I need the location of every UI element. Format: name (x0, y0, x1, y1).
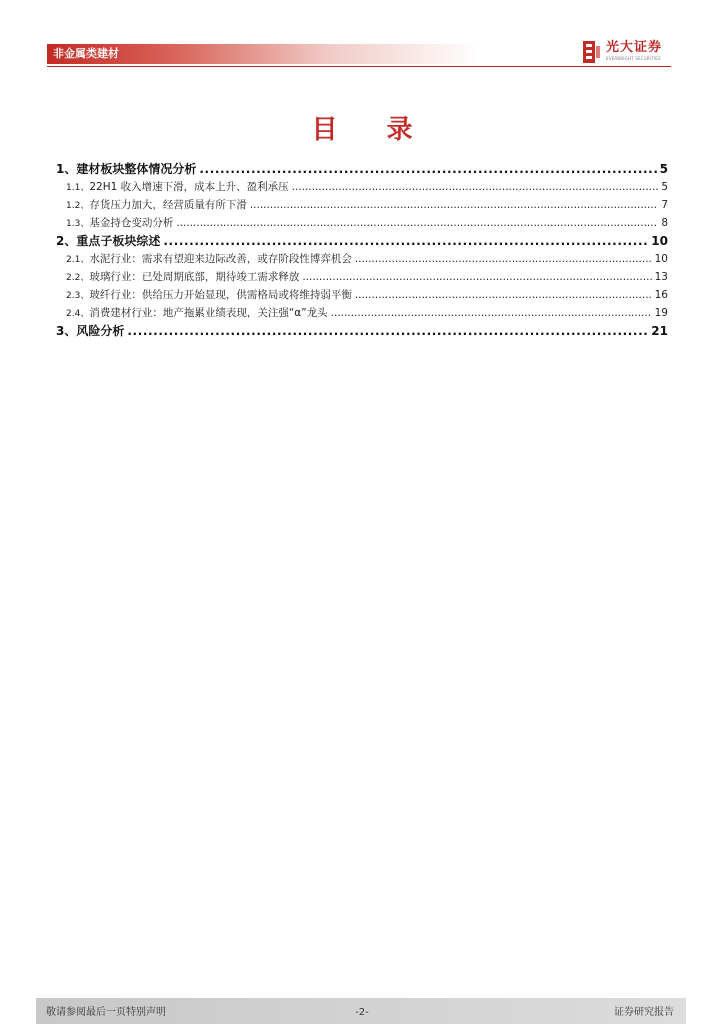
toc-entry-page: 5 (661, 181, 668, 193)
brand-name-en: EVERBRIGHT SECURITIES (606, 56, 661, 61)
toc-dot-leader (163, 232, 648, 250)
toc-entry-number: 2.1、 (66, 255, 90, 265)
brand-logo (582, 40, 672, 64)
toc-entry-page: 13 (654, 271, 668, 283)
toc-entry-number: 2.4、 (66, 309, 90, 319)
section-label: 非金属类建材 (53, 47, 119, 60)
toc-entry-title: 基金持仓变动分析 (89, 217, 174, 229)
toc-entry[interactable] (56, 196, 668, 214)
header-rule (47, 66, 671, 67)
toc-entry-title: 建材板块整体情况分析 (76, 162, 197, 176)
table-of-contents (56, 160, 668, 340)
toc-dot-leader (127, 322, 648, 340)
toc-entry-page: 10 (651, 234, 668, 248)
toc-entry[interactable] (56, 232, 668, 250)
toc-dot-leader (355, 250, 652, 268)
toc-dot-leader (355, 286, 652, 304)
toc-entry-number: 2、 (56, 234, 77, 248)
toc-entry-title: 存货压力加大，经营质量有所下滑 (89, 199, 247, 211)
toc-entry-title: 22H1 收入增速下滑，成本上升、盈利承压 (89, 181, 289, 193)
toc-dot-leader (292, 178, 659, 196)
toc-entry-number: 1、 (56, 162, 77, 176)
toc-entry-title: 重点子板块综述 (76, 234, 161, 248)
toc-entry[interactable] (56, 160, 668, 178)
toc-entry-title: 风险分析 (76, 324, 125, 338)
toc-entry-page: 10 (654, 253, 668, 265)
toc-entry-number: 1.2、 (66, 201, 90, 211)
toc-entry-page: 7 (661, 199, 668, 211)
toc-entry-title: 玻璃行业：已处周期底部，期待竣工需求释放 (89, 271, 300, 283)
toc-entry[interactable] (56, 286, 668, 304)
toc-entry-page: 21 (651, 324, 668, 338)
toc-entry[interactable] (56, 214, 668, 232)
toc-entry-number: 2.2、 (66, 273, 90, 283)
footer-disclaimer: 敬请参阅最后一页特别声明 (46, 1007, 166, 1018)
toc-entry-page: 19 (654, 307, 668, 319)
brand-name: 光大证券 (606, 40, 663, 55)
toc-entry-page: 16 (654, 289, 668, 301)
toc-entry[interactable] (56, 178, 668, 196)
toc-entry-number: 1.1、 (66, 183, 90, 193)
everbright-logo-icon (582, 40, 602, 64)
toc-entry-title: 玻纤行业：供给压力开始显现，供需格局或将维持弱平衡 (89, 289, 352, 301)
page-number: -2- (355, 1007, 369, 1018)
toc-dot-leader (199, 160, 656, 178)
toc-entry-page: 5 (659, 162, 668, 176)
toc-dot-leader (250, 196, 658, 214)
toc-title: 目 录 (311, 115, 433, 145)
toc-entry-number: 2.3、 (66, 291, 90, 301)
toc-entry[interactable] (56, 268, 668, 286)
toc-entry-number: 1.3、 (66, 219, 90, 229)
toc-entry-title: 消费建材行业：地产拖累业绩表现，关注强“α”龙头 (89, 307, 328, 319)
toc-entry[interactable] (56, 250, 668, 268)
toc-entry[interactable] (56, 304, 668, 322)
toc-dot-leader (331, 304, 652, 322)
toc-dot-leader (302, 268, 651, 286)
toc-entry-page: 8 (661, 217, 668, 229)
toc-dot-leader (176, 214, 658, 232)
footer-report-type: 证券研究报告 (614, 1007, 674, 1018)
toc-entry[interactable] (56, 322, 668, 340)
toc-entry-title: 水泥行业：需求有望迎来边际改善，或存阶段性博弈机会 (89, 253, 352, 265)
toc-entry-number: 3、 (56, 324, 77, 338)
